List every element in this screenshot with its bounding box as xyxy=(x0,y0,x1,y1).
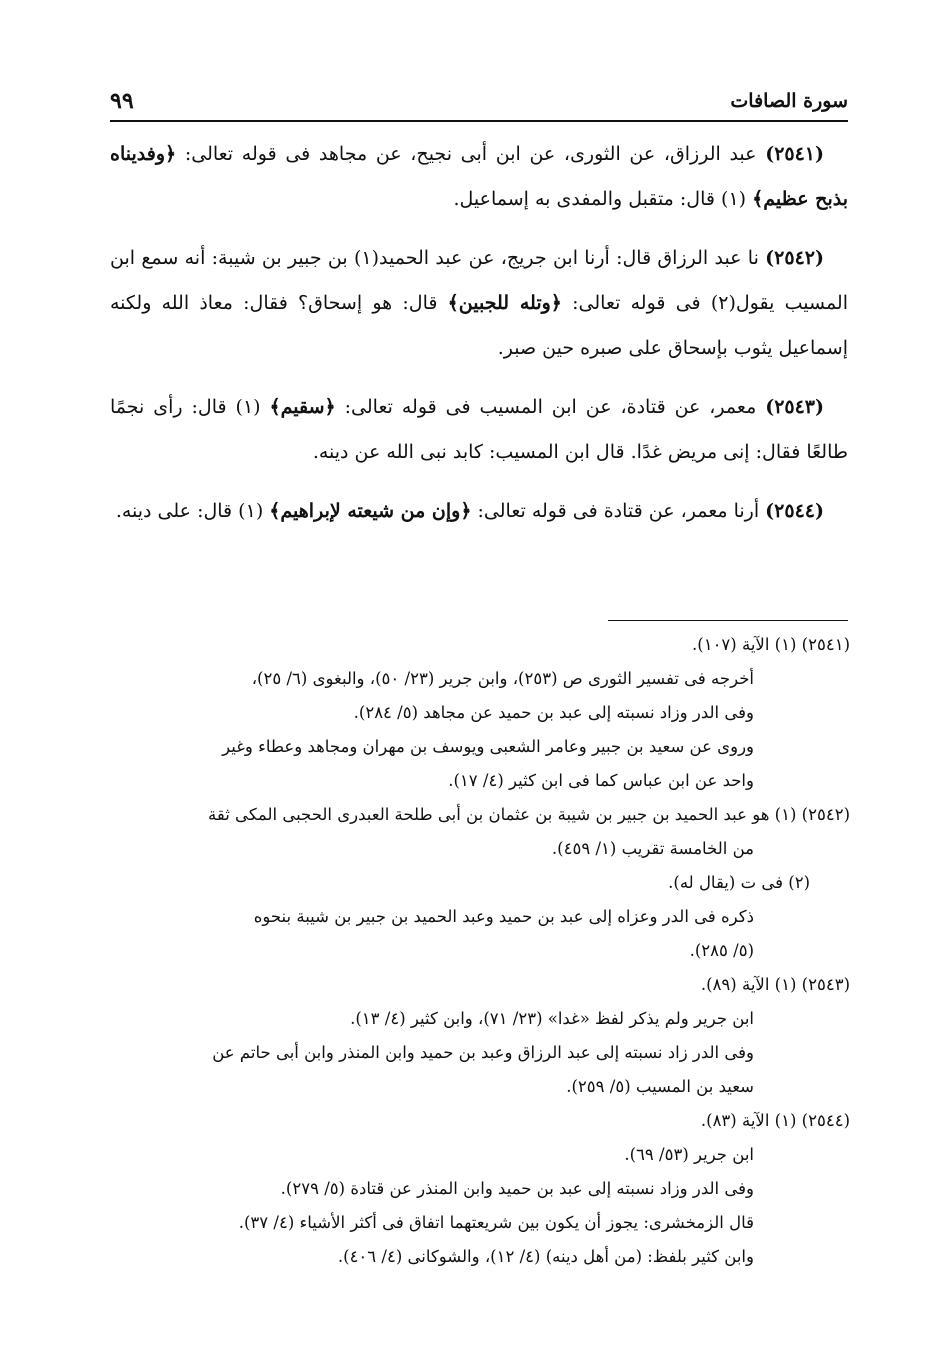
quran-quote: ﴿وتله للجبين﴾ xyxy=(447,292,562,314)
footnote-separator xyxy=(608,620,848,621)
footnote-line: ذكره فى الدر وعزاه إلى عبد بن حميد وعبد الحميد بن جبير بن شيبة بنحوه xyxy=(253,907,754,926)
footnotes xyxy=(110,628,850,1274)
footnote-line: وفى الدر زاد نسبته إلى عبد الرزاق وعبد بن حميد وابن المنذر وابن أبى حاتم عن xyxy=(212,1043,754,1062)
page-number: ٩٩ xyxy=(110,88,134,114)
footnote-line: سعيد بن المسيب (٥/ ٢٥٩). xyxy=(566,1077,754,1096)
quran-quote: ﴿وفديناه بذبح عظيم﴾ xyxy=(110,143,848,210)
entry-tail: (١) قال: متقبل والمفدى به إسماعيل. xyxy=(453,188,747,210)
entry-number: (٢٥٤٤) xyxy=(765,500,824,522)
entry-tail: (١) قال: على دينه. xyxy=(115,500,264,522)
footnote-line: ابن جرير (٥٣/ ٦٩). xyxy=(624,1145,754,1164)
entry-2541 xyxy=(110,132,848,222)
footnote-line: (٢) فى ت (يقال له). xyxy=(668,873,810,892)
entry-number: (٢٥٤٢) xyxy=(765,247,824,269)
footnote-line: وابن كثير بلفظ: (من أهل دينه) (٤/ ١٢)، والشوكانى (٤/ ٤٠٦). xyxy=(337,1247,754,1266)
entry-2544 xyxy=(110,489,848,534)
footnote-line: (٥/ ٢٨٥). xyxy=(689,941,754,960)
main-text xyxy=(110,132,848,548)
quran-quote: ﴿سقيم﴾ xyxy=(269,396,336,418)
footnote-line: (٢٥٤٢) (١) هو عبد الحميد بن جبير بن شيبة بن عثمان بن أبى طلحة العبدرى الحجبى المكى ثقة xyxy=(208,805,850,824)
footnote-line: ابن جرير ولم يذكر لفظ «غدا» (٢٣/ ٧١)، وابن كثير (٤/ ١٣). xyxy=(350,1009,754,1028)
entry-tail: قال: هو إسحاق؟ فقال: معاذ الله ولكنه إسماعيل يثوب بإسحاق على صبره حين صبر. xyxy=(110,292,848,359)
entry-2542 xyxy=(110,236,848,371)
entry-number: (٢٥٤٣) xyxy=(765,396,825,418)
entry-text: عبد الرزاق، عن الثورى، عن ابن أبى نجيح، عن مجاهد فى قوله تعالى: xyxy=(184,143,757,165)
footnote-line: واحد عن ابن عباس كما فى ابن كثير (٤/ ١٧). xyxy=(448,771,754,790)
footnote-line: قال الزمخشرى: يجوز أن يكون بين شريعتهما اتفاق فى أكثر الأشياء (٤/ ٣٧). xyxy=(238,1213,754,1232)
entry-2543 xyxy=(110,385,848,475)
entry-text: أرنا معمر، عن قتادة فى قوله تعالى: xyxy=(477,500,760,522)
footnote-line: (٢٥٤٣) (١) الآية (٨٩). xyxy=(700,975,850,994)
footnote-line: (٢٥٤١) (١) الآية (١٠٧). xyxy=(692,635,850,654)
entry-text: معمر، عن قتادة، عن ابن المسيب فى قوله تعالى: xyxy=(344,396,757,418)
footnote-line: وفى الدر وزاد نسبته إلى عبد بن حميد عن مجاهد (٥/ ٢٨٤). xyxy=(353,703,754,722)
entry-tail: (١) قال: رأى نجمًا طالعًا فقال: إنى مريض غدًا. قال ابن المسيب: كابد نبى الله عن دينه. xyxy=(110,396,848,463)
page-header xyxy=(110,80,848,122)
quran-quote: ﴿وإن من شيعته لإبراهيم﴾ xyxy=(269,500,472,522)
footnote-line: وفى الدر وزاد نسبته إلى عبد بن حميد وابن المنذر عن قتادة (٥/ ٢٧٩). xyxy=(280,1179,754,1198)
footnote-line: أخرجه فى تفسير الثورى ص (٢٥٣)، وابن جرير (٢٣/ ٥٠)، والبغوى (٦/ ٢٥)، xyxy=(251,669,754,688)
footnote-line: (٢٥٤٤) (١) الآية (٨٣). xyxy=(700,1111,850,1130)
entry-number: (٢٥٤١) xyxy=(765,143,825,165)
footnote-line: من الخامسة تقريب (١/ ٤٥٩). xyxy=(551,839,754,858)
footnote-line: وروى عن سعيد بن جبير وعامر الشعبى ويوسف بن مهران ومجاهد وعطاء وغير xyxy=(222,737,754,756)
sura-title: سورة الصافات xyxy=(730,90,848,112)
entry-text: نا عبد الرزاق قال: أرنا ابن جريج، عن عبد الحميد(١) بن جبير بن شيبة: أنه سمع ابن المسيب يقول(٢) فى قوله تعالى: xyxy=(110,247,848,314)
